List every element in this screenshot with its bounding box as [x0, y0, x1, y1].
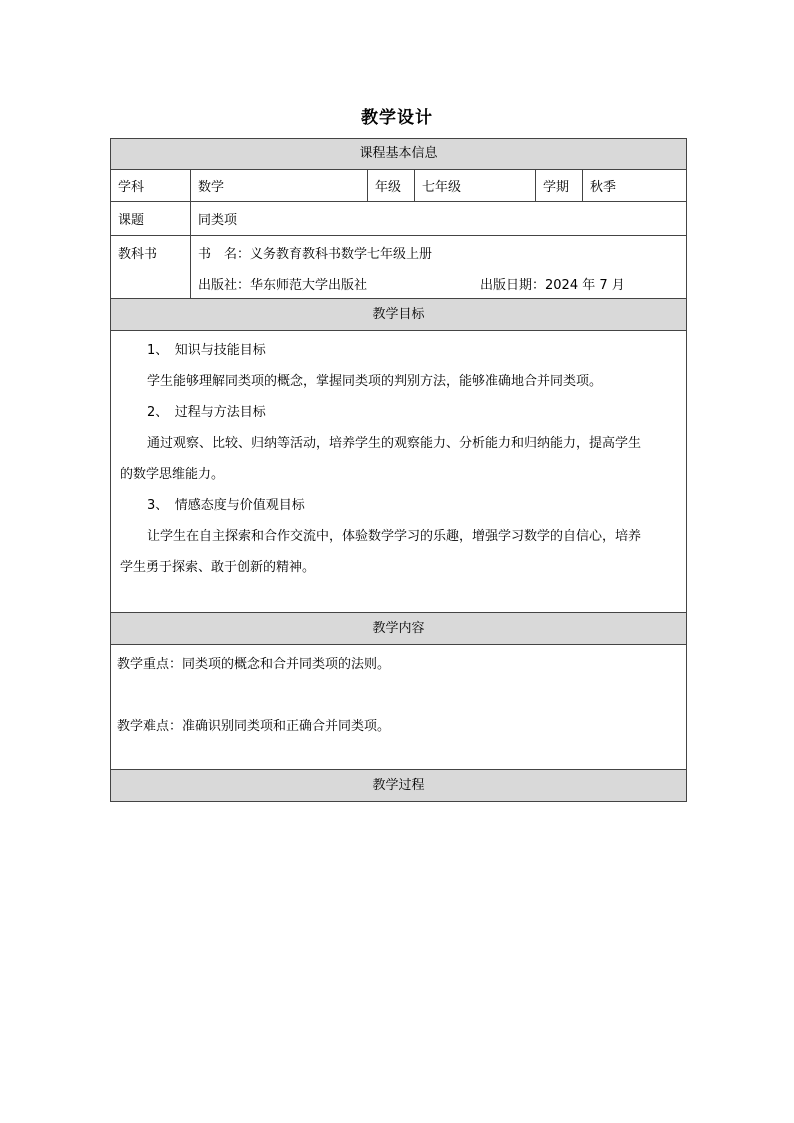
objective-line: 学生能够理解同类项的概念，掌握同类项的判别方法，能够准确地合并同类项。	[147, 374, 603, 389]
subject-value: 数学	[198, 180, 225, 195]
info-row-subject	[110, 170, 687, 202]
grade-value: 七年级	[422, 180, 462, 195]
objective-line: 1、 知识与技能目标	[147, 343, 266, 358]
topic-value: 同类项	[198, 213, 238, 228]
objective-line: 让学生在自主探索和合作交流中，体验数学学习的乐趣，增强学习数学的自信心，培养	[147, 529, 642, 544]
objectives-body	[110, 331, 687, 613]
key-point: 教学重点：同类项的概念和合并同类项的法则。	[117, 657, 391, 672]
textbook-label: 教科书	[118, 247, 158, 262]
grade-label: 年级	[375, 180, 402, 195]
publish-date: 出版日期：2024 年 7 月	[480, 278, 625, 293]
info-row-textbook	[110, 236, 687, 299]
objective-line: 通过观察、比较、归纳等活动，培养学生的观察能力、分析能力和归纳能力，提高学生	[147, 436, 642, 451]
topic-label: 课题	[118, 213, 145, 228]
objective-line: 的数学思维能力。	[120, 467, 225, 482]
content-header: 教学内容	[110, 613, 687, 645]
subject-label: 学科	[118, 180, 145, 195]
objectives-header: 教学目标	[110, 299, 687, 331]
content-body	[110, 645, 687, 770]
difficulty-point: 教学难点：准确识别同类项和正确合并同类项。	[117, 719, 391, 734]
term-label: 学期	[543, 180, 570, 195]
publisher: 出版社：华东师范大学出版社	[198, 278, 368, 293]
objective-line: 学生勇于探索、敢于创新的精神。	[120, 560, 316, 575]
basic-info-header: 课程基本信息	[111, 139, 686, 169]
book-name: 书 名：义务教育教科书数学七年级上册	[198, 247, 433, 262]
document-title: 教学设计	[361, 108, 433, 128]
process-header: 教学过程	[110, 770, 687, 802]
term-value: 秋季	[590, 180, 617, 195]
info-row-topic	[110, 202, 687, 236]
basic-info-section	[110, 138, 687, 170]
objective-line: 3、 情感态度与价值观目标	[147, 498, 305, 513]
objective-line: 2、 过程与方法目标	[147, 405, 266, 420]
